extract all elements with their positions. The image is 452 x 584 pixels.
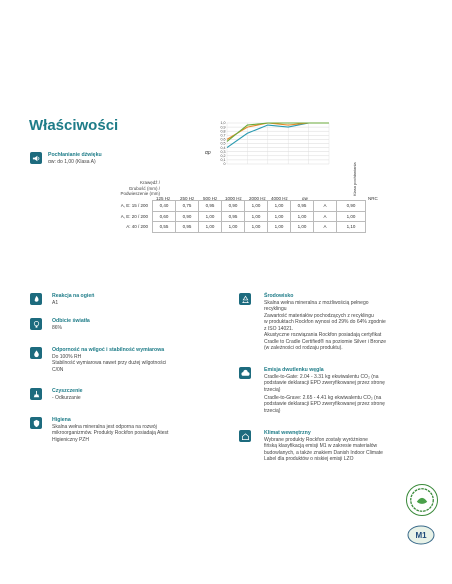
- co2-line: Cradle-to-Grave: 2.65 - 4.41 kg ekwiwalentu CO₂ (na: [264, 395, 382, 401]
- chart-ytick-label: 1,0: [220, 121, 226, 126]
- indoor-climate-line: fińską klasyfikacją emisji M1 w zakresie materiałów: [264, 443, 378, 449]
- table-cell: A: [314, 222, 337, 233]
- table-cell: 0,40: [153, 201, 176, 212]
- fire-title: Reakcja na ogień: [52, 293, 95, 299]
- row-label: A, E: 15 / 200: [120, 203, 148, 209]
- co2-title: Emisja dwutlenku węgla: [264, 367, 324, 373]
- table-cell: 1,00: [291, 222, 314, 233]
- cleaning-title: Czyszczenie: [52, 388, 83, 394]
- col-1000: 1000 Hz: [225, 196, 242, 201]
- indoor-climate-title: Klimat wewnętrzny: [264, 430, 311, 436]
- environment-line: (w zależności od rodzaju produktu).: [264, 345, 343, 351]
- fire-line: A1: [52, 300, 59, 306]
- sound-absorption-title: Pochłanianie dźwięku: [48, 152, 102, 158]
- indoor-climate-line: Label dla produktów o niskiej emisji LZO: [264, 456, 354, 462]
- chart-ytick-label: 0,3: [220, 149, 226, 154]
- col-nrc: NRC: [368, 196, 378, 201]
- table-cell: 1,00: [245, 211, 268, 222]
- fire-icon: [30, 293, 42, 305]
- table-cell: 0,90: [176, 211, 199, 222]
- chart-ytick-label: 0,1: [220, 158, 226, 163]
- chart-ytick-label: 0,7: [220, 133, 226, 138]
- table-header-line: Grubość (mm) /: [128, 185, 160, 191]
- table-cell: 0,95: [199, 201, 222, 212]
- chart-ytick-label: 0,6: [220, 137, 226, 142]
- sound-absorption-value: αw: do 1,00 (Klasa A): [48, 159, 96, 165]
- table-row: [66, 211, 366, 222]
- indoor-climate-line: Wybrane produkty Rockfon zostały wyróżnione: [264, 437, 368, 443]
- table-cell: 0,95: [222, 211, 245, 222]
- chart-ylabel: αp: [205, 150, 211, 156]
- hygiene-line: Higieniczny PZH: [52, 437, 89, 443]
- co2-line: trzecią): [264, 408, 281, 414]
- table-cell: 1,00: [291, 211, 314, 222]
- environment-line: z ISO 14021.: [264, 326, 294, 332]
- co2-line: podstawie deklaracji EPD zweryfikowanej przez stronę: [264, 401, 385, 407]
- table-cell: 1,00: [268, 222, 291, 233]
- light-icon: [30, 318, 42, 330]
- page-title: Właściwości: [29, 117, 119, 134]
- row-label: A: 40 / 200: [126, 224, 148, 230]
- table-cell: 1,00: [268, 201, 291, 212]
- col-alpha-w: αw: [302, 196, 308, 201]
- environment-line: Skalna wełna mineralna z możliwością pełnego: [264, 300, 369, 306]
- table-cell: 1,00: [268, 211, 291, 222]
- chart-ytick-label: 0,9: [220, 125, 226, 130]
- chart-ytick-label: 0,8: [220, 129, 226, 134]
- chart-ytick-label: 0: [223, 162, 226, 166]
- table-header-line: Krawędź /: [139, 180, 160, 185]
- hygiene-line: mikroorganizmów. Produkty Rockfon posiadają Atest: [52, 430, 169, 436]
- cleaning-icon: [30, 388, 42, 400]
- col-125: 125 Hz: [156, 196, 171, 201]
- environment-line: Akustyczne rozwiązania Rockfon posiadają certyfikat: [264, 332, 382, 338]
- co2-icon: [239, 367, 251, 379]
- environment-line: w produktach Rockfon wynosi od 29% do 64% zgodnie: [264, 319, 386, 325]
- cleaning-line: - Odkurzanie: [52, 395, 81, 401]
- acoustic-table: [66, 200, 366, 233]
- table-cell: 1,00: [199, 211, 222, 222]
- table-cell: A: [314, 201, 337, 212]
- environment-line: Zawartość materiałów pochodzących z recyklingu: [264, 313, 374, 319]
- table-header-left: [100, 180, 160, 197]
- table-cell: 1,00: [245, 201, 268, 212]
- table-cell: 0,90: [222, 201, 245, 212]
- co2-line: podstawie deklaracji EPD zweryfikowanej przez stronę: [264, 380, 385, 386]
- humidity-icon: [30, 347, 42, 359]
- table-cell: 1,00: [245, 222, 268, 233]
- col-class: Klasa pochłaniania: [352, 162, 357, 196]
- col-2000: 2000 Hz: [249, 196, 266, 201]
- table-cell: 0,60: [153, 211, 176, 222]
- co2-line: Cradle-to-Gate: 2.04 - 3.31 kg ekwiwalentu CO₂ (na: [264, 374, 379, 380]
- environment-title: Środowisko: [264, 293, 294, 299]
- humidity-line: Stabilność wymiarowa nawet przy dużej wilgotności: [52, 360, 167, 366]
- table-cell: 0,90: [337, 201, 366, 212]
- table-cell: 0,75: [176, 201, 199, 212]
- m1-logo: [406, 524, 436, 546]
- chart-ytick-label: 0,2: [220, 154, 226, 158]
- table-row: [66, 201, 366, 212]
- light-title: Odbicie światła: [52, 318, 90, 324]
- environment-icon: [239, 293, 251, 305]
- humidity-title: Odporność na wilgoć i stabilność wymiarowa: [52, 347, 165, 353]
- light-line: 86%: [52, 325, 63, 331]
- chart-ytick-label: 0,4: [220, 145, 226, 150]
- table-cell: 1,00: [337, 211, 366, 222]
- m1-text: M1: [415, 531, 427, 540]
- environment-line: recyklingu: [264, 306, 287, 312]
- table-header-line: Podwieszenie (mm): [120, 191, 160, 196]
- humidity-line: Do 100% RH: [52, 354, 82, 360]
- danish-indoor-climate-logo: [406, 484, 438, 516]
- col-4000: 4000 Hz: [271, 196, 288, 201]
- indoor-climate-icon: [239, 430, 251, 442]
- absorption-chart: [217, 120, 332, 166]
- environment-line: Cradle to Cradle Certified® na poziomie Silver i Bronze: [264, 339, 387, 345]
- chart-ytick-label: 0,5: [220, 141, 226, 146]
- table-cell: 0,55: [153, 222, 176, 233]
- table-cell: A: [314, 211, 337, 222]
- table-cell: 0,95: [176, 222, 199, 233]
- col-500: 500 Hz: [203, 196, 218, 201]
- table-row: [66, 222, 366, 233]
- indoor-climate-line: budowlanych, a także znakiem Danish Indoor Climate: [264, 450, 383, 456]
- col-250: 250 Hz: [180, 196, 195, 201]
- table-cell: 0,95: [291, 201, 314, 212]
- humidity-line: C/0N: [52, 367, 64, 373]
- table-cell: 1,00: [199, 222, 222, 233]
- hygiene-icon: [30, 417, 42, 429]
- row-label: A, E: 20 / 200: [120, 213, 148, 219]
- sound-absorption-icon: [30, 152, 42, 164]
- hygiene-title: Higiena: [52, 417, 71, 423]
- table-cell: 1,10: [337, 222, 366, 233]
- table-cell: 1,00: [222, 222, 245, 233]
- hygiene-line: Skalna wełna mineralna jest odporna na rozwój: [52, 424, 157, 430]
- co2-line: trzecią): [264, 387, 281, 393]
